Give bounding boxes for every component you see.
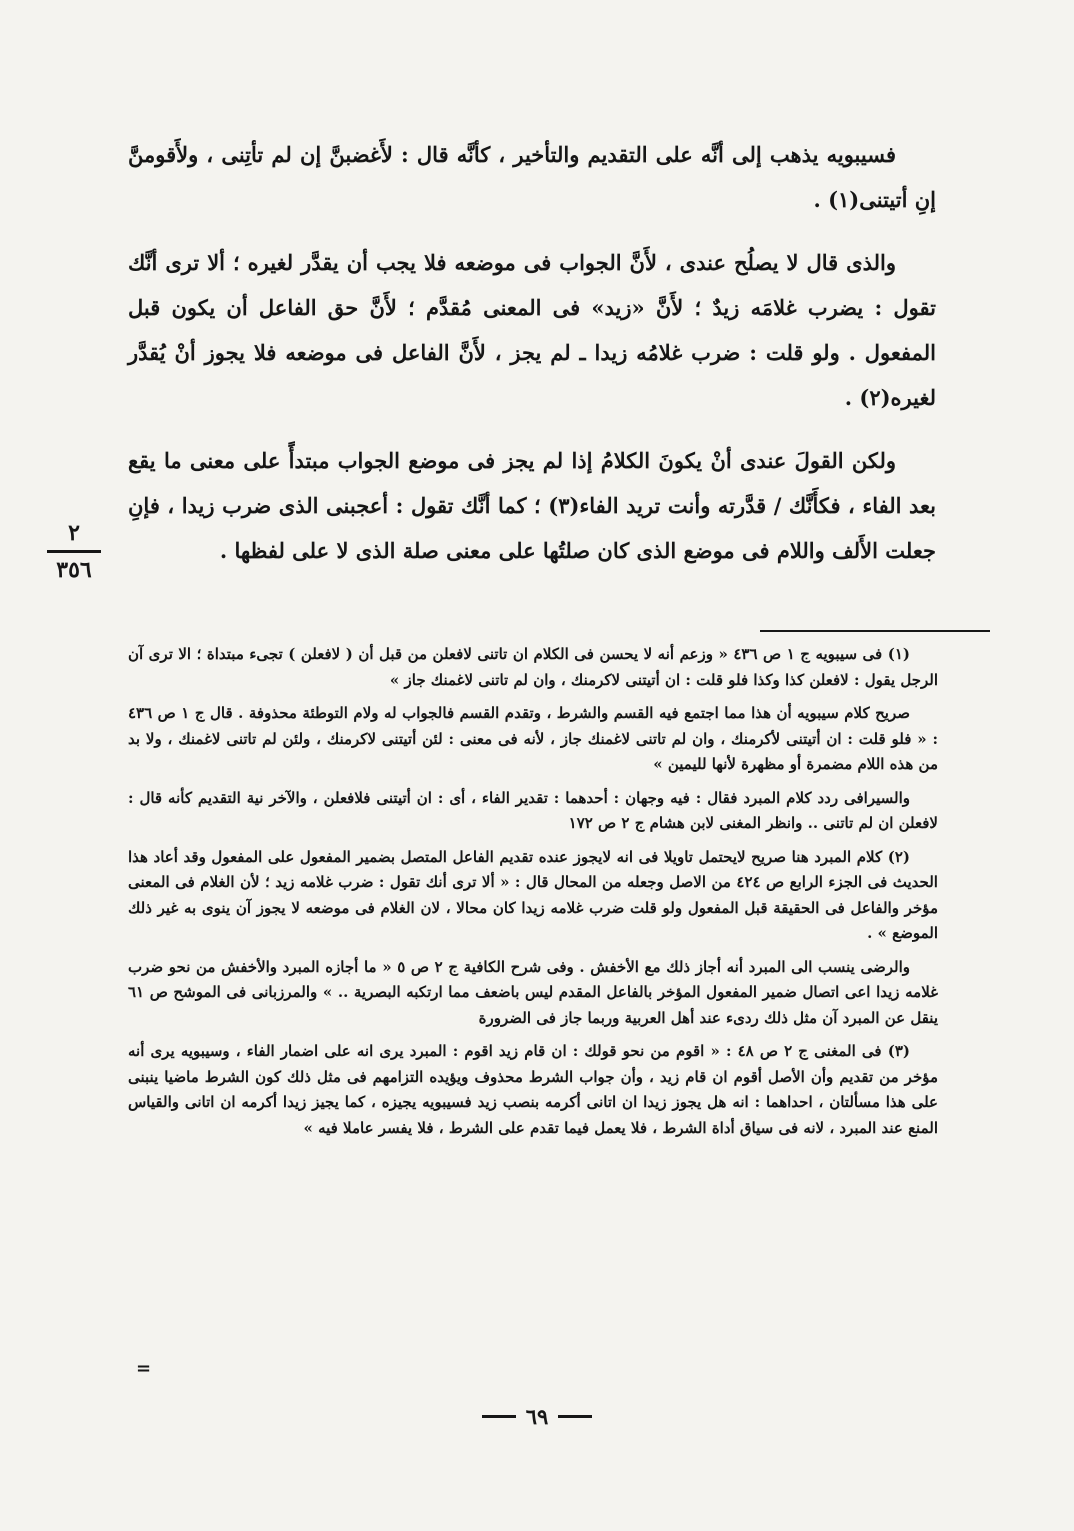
footnote: (١) فى سيبويه ج ١ ص ٤٣٦ « وزعم أنه لا يحسن فى الكلام ان تاتنى لافعلن من قبل أن ( لافعلن ) تجىء مبتداة ؛ الا ترى آن الرجل يقول : لافعلن كذا وكذا فلو قلت : ان أتيتنى لاكرمنك ، وان لم تاتنى لاغمنك جاز » (128, 645, 938, 689)
continuation-mark: = (136, 1358, 152, 1379)
main-text (128, 132, 936, 573)
page-number-dash-left (482, 1415, 516, 1418)
main-paragraph: فسيبويه يذهب إلى أنَّه على التقديم والتأخير ، كأنَّه قال : لأَغضبنَّ إن لم تأتِنى ، ولأَقومنَّ إنِ أتيتنى(١) . (128, 142, 936, 212)
margin-reference-page: ٣٥٦ (56, 557, 92, 583)
footnote: والرضى ينسب الى المبرد أنه أجاز ذلك مع الأخفش . وفى شرح الكافية ج ٢ ص ٥ « ما أجازه المبرد والأخفش من نحو ضرب غلامه زيدا اعى اتصال ضمير المفعول المؤخر بالفاعل المقدم ليس باضعف مما ارتكبه البصرية .. » والمرزبانى فى الموشح ص ٦١ ينقل عن المبرد آن مثل ذلك ردىء عند أهل العربية وربما جاز فى الضرورة (128, 957, 938, 1027)
main-paragraph: ولكن القولَ عندى أنْ يكونَ الكلامُ إذا لم يجز فى موضع الجواب مبتدأً على معنى ما يقع بعد الفاء ، فكأَنَّك / قدَّرته وأنت تريد الفاء(٣) ؛ كما أنَّك تقول : أعجبنى الذى ضرب زيدا ، فإنِ جعلت الأَلف واللام فى موضع الذى كان صلتُها على معنى صلة الذى لا على لفظها . (128, 448, 936, 563)
margin-reference-divider (47, 550, 101, 553)
footnote: والسيرافى ردد كلام المبرد فقال : فيه وجهان : أحدهما : تقدير الفاء ، أى : ان أتيتنى فلافعلن ، والآخر نية التقديم كأنه قال : لافعلن ان لم تاتنى .. وانظر المغنى لابن هشام ج ٢ ص ١٧٢ (128, 788, 938, 832)
footnote-separator (760, 630, 990, 632)
page-number-dash-right (558, 1415, 592, 1418)
footnotes (128, 642, 938, 1149)
margin-reference-volume: ٢ (68, 520, 80, 546)
footnote: صريح كلام سيبويه أن هذا مما اجتمع فيه القسم والشرط ، وتقدم القسم فالجواب له ولام التوطئة محذوفة . قال ج ١ ص ٤٣٦ : « فلو قلت : ان أتيتنى لأكرمنك ، وان لم تاتنى لاغمنك جاز ، لأنه فى معنى : لئن أتيتنى لاكرمنك ، ولئن لم تاتنى لاغمنك ، ولا بد من هذه اللام مضمرة أو مظهرة لأنها لليمين » (128, 704, 938, 773)
footnote: (٣) فى المغنى ج ٢ ص ٤٨ : « اقوم من نحو قولك : ان قام زيد اقوم : المبرد يرى انه على اضمار الفاء ، وسيبويه يرى أنه مؤخر من تقديم وأن الأصل أقوم ان قام زيد ، وأن جواب الشرط محذوف ويؤيده التزامهم فى مثل ذلك كون الشرط ماضيا ينبنى على هذا مسألتان ، احداهما : انه هل يجوز زيدا ان اتانى أكرمه بنصب زيد فسيبويه يجيزه ، كما يجيز زيدا أكرمه ان اتانى والقياس المنع عند المبرد ، لانه فى سياق أداة الشرط ، فلا يعمل فيما تقدم على الشرط ، فلا يفسر عاملا فيه » (128, 1042, 938, 1137)
page-number: ٦٩ (525, 1404, 549, 1429)
footnote: (٢) كلام المبرد هنا صريح لايحتمل تاويلا فى انه لايجوز عنده تقديم الفاعل المتصل بضمير المفعول على المفعول وقد أعاد هذا الحديث فى الجزء الرابع ص ٤٢٤ من الاصل وجعله من المحال قال : « ألا ترى أنك تقول : ضرب غلامه زيد ؛ لأن الغلام فى المعنى مؤخر والفاعل فى الحقيقة قبل المفعول ولو قلت ضرب غلامه زيدا كان محالا ، لان الغلام فى موضعه لا يجوز آن ينوى به غير ذلك الموضع » . (128, 847, 938, 942)
page-footer (0, 1404, 1074, 1429)
main-paragraph: والذى قال لا يصلُح عندى ، لأَنَّ الجواب فى موضعه فلا يجب أن يقدَّر لغيره ؛ ألا ترى أنَّك تقول : يضرب غلامَه زيدٌ ؛ لأَنَّ «زيد» فى المعنى مُقدَّم ؛ لأَنَّ حق الفاعل أن يكون قبل المفعول . ولو قلت : ضرب غلامُه زيدا ـ لم يجز ، لأَنَّ الفاعل فى موضعه فلا يجوز أنْ يُقدَّر لغيره(٢) . (128, 250, 936, 410)
margin-reference (38, 518, 110, 585)
